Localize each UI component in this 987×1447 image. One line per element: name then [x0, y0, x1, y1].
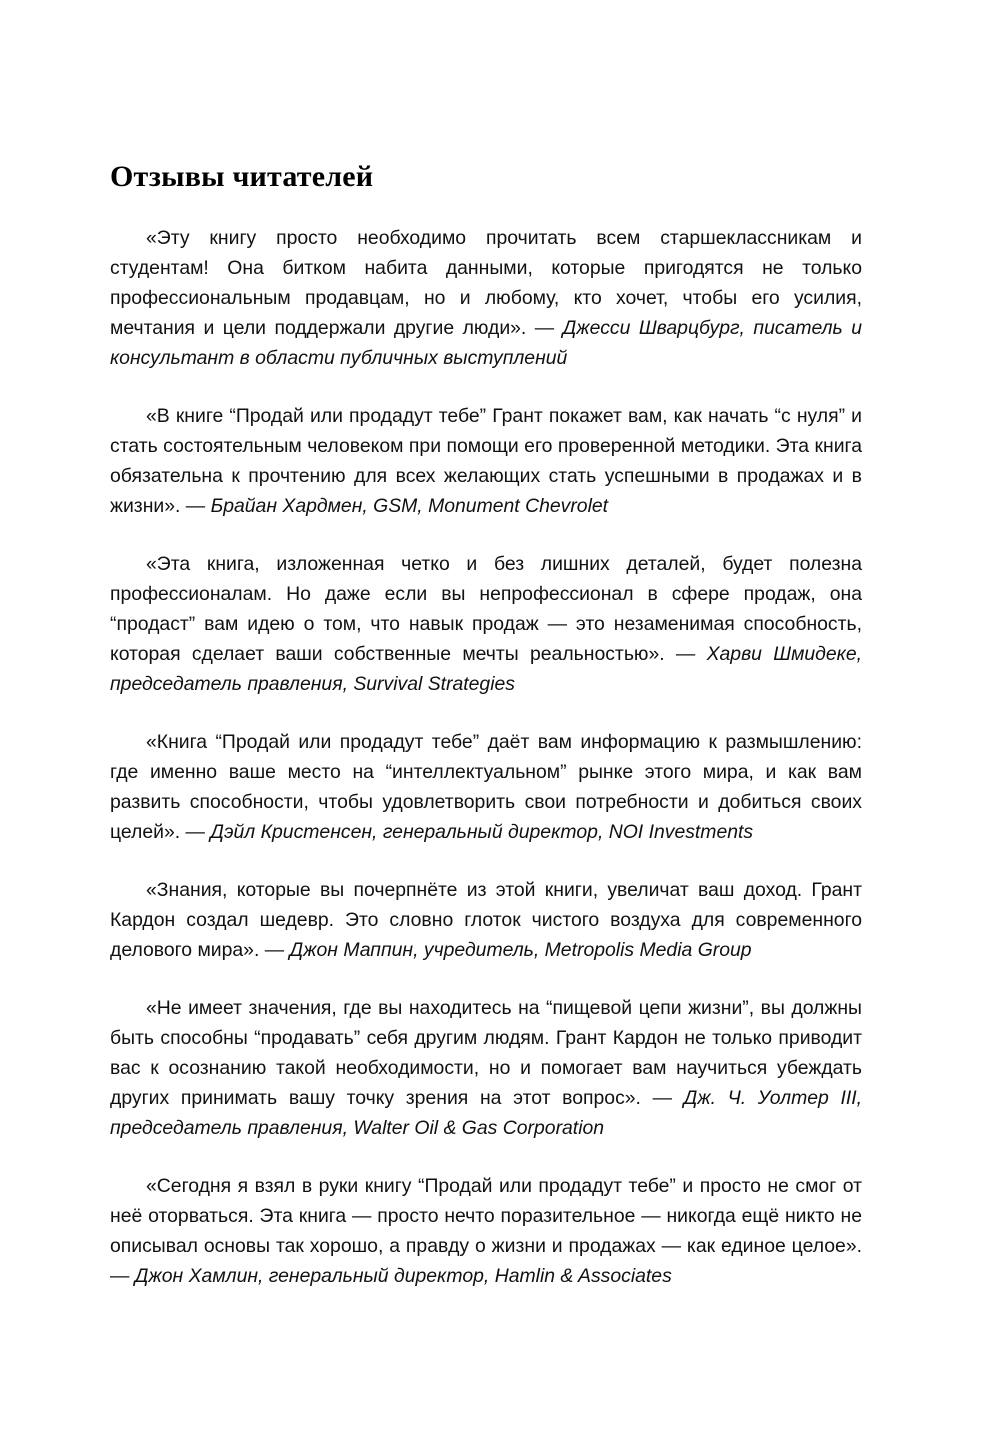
testimonial-paragraph [110, 727, 862, 847]
testimonial-paragraph [110, 401, 862, 521]
testimonial-paragraph [110, 993, 862, 1143]
testimonial-quote: «В книге “Продай или продадут тебе” Грант покажет вам, как начать “с нуля” и стать состоятельным человеком при помощи его проверенной методики. Эта книга обязательна к прочтению для всех желающих стать успешными в продажах и в жизни». — [110, 405, 862, 517]
testimonial-paragraph [110, 223, 862, 373]
testimonial-quote: «Не имеет значения, где вы находитесь на “пищевой цепи жизни”, вы должны быть способны “продавать” себя другим людям. Грант Кардон не только приводит вас к осознанию такой необходимости, но и помогает вам научиться убеждать других принимать вашу точку зрения на этот вопрос». — [110, 997, 862, 1109]
testimonial-attribution: Харви Шмидеке, председатель правления, Survival Strategies [110, 643, 862, 695]
testimonial-attribution: Дэйл Кристенсен, генеральный директор, NOI Investments [210, 821, 754, 843]
testimonial-quote: «Сегодня я взял в руки книгу “Продай или продадут тебе” и просто не смог от неё оторваться. Эта книга — просто нечто поразительное — никогда ещё никто не описывал основы так хорошо, а правду о жизни и продажах — как единое целое». — [110, 1175, 862, 1287]
testimonial-attribution: Брайан Хардмен, GSM, Monument Chevrolet [210, 495, 609, 517]
testimonial-attribution: Дж. Ч. Уолтер III, председатель правления, Walter Oil & Gas Corporation [110, 1087, 862, 1139]
testimonial-paragraph [110, 1171, 862, 1291]
testimonial-paragraph [110, 549, 862, 699]
testimonial-attribution: Джесси Шварцбург, писатель и консультант в области публичных выступлений [110, 317, 863, 369]
testimonial-attribution: Джон Маппин, учредитель, Metropolis Media Group [289, 939, 752, 961]
page-title: Отзывы читателей [110, 160, 374, 193]
testimonial-attribution: Джон Хамлин, генеральный директор, Hamlin & Associates [134, 1265, 672, 1287]
testimonial-quote: «Эту книгу просто необходимо прочитать всем старшеклассникам и студентам! Она битком набита данными, которые пригодятся не только профессиональным продавцам, но и любому, кто хочет, чтобы его усилия, мечтания и цели поддержали другие люди». — [110, 227, 862, 339]
testimonial-quote: «Знания, которые вы почерпнёте из этой книги, увеличат ваш доход. Грант Кардон создал шедевр. Это словно глоток чистого воздуха для современного делового мира». — [110, 879, 862, 961]
testimonial-quote: «Книга “Продай или продадут тебе” даёт вам информацию к размышлению: где именно ваше место на “интеллектуальном” рынке этого мира, и как вам развить способности, чтобы удовлетворить свои потребности и добиться своих целей». — [110, 731, 862, 843]
testimonial-paragraph [110, 875, 862, 965]
testimonial-quote: «Эта книга, изложенная четко и без лишних деталей, будет полезна профессионалам. Но даже если вы непрофессионал в сфере продаж, она “продаст” вам идею о том, что навык продаж — это незаменимая способность, которая сделает ваши собственные мечты реальностью». — [110, 553, 862, 665]
page-content [110, 160, 862, 1291]
testimonial-list [110, 223, 862, 1291]
